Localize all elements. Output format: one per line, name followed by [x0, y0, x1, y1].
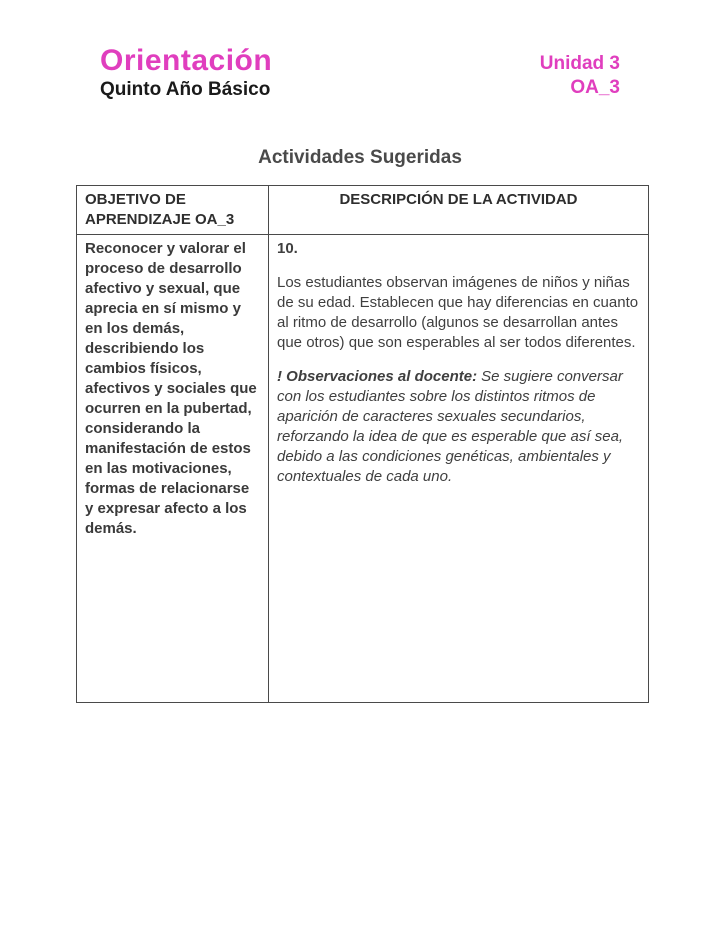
teacher-note-label: ! Observaciones al docente: [277, 368, 478, 385]
unit-label: Unidad 3 [539, 53, 620, 74]
activity-number: 10. [277, 240, 298, 257]
page-title: Actividades Sugeridas [258, 147, 462, 168]
subject-title: Orientación [100, 44, 273, 77]
document-header [100, 44, 620, 102]
description-cell [269, 235, 649, 703]
learning-objective-text: Reconocer y valorar el proceso de desarrollo afectivo y sexual, que aprecia en sí mismo y en los demás, describiendo los cambios físicos, afectivos y sociales que ocurren en la pubertad, considerando la manifestación de estos en las motivaciones, formas de relacionarse y expresar afecto a los demás. [85, 240, 257, 537]
activity-description: Los estudiantes observan imágenes de niños y niñas de su edad. Establecen que hay diferencias en cuanto al ritmo de desarrollo (algunos se desarrollan antes que otros) que son esperables al ser todos diferentes. [277, 274, 639, 351]
objective-column-header: OBJETIVO DE APRENDIZAJE OA_3 [77, 186, 269, 235]
teacher-note-text: Se sugiere conversar con los estudiantes sobre los distintos ritmos de aparición de caracteres sexuales secundarios, reforzando la idea de que es esperable que así sea, debido a las condiciones genéticas, ambientales y contextuales de cada uno. [277, 368, 624, 485]
objective-cell [77, 235, 269, 703]
table-body-row [77, 235, 649, 703]
header-right-block [540, 44, 620, 100]
activities-table [76, 185, 649, 703]
oa-code-label: OA_3 [570, 77, 620, 98]
header-left-block [100, 44, 272, 102]
description-column-header: DESCRIPCIÓN DE LA ACTIVIDAD [269, 186, 649, 235]
teacher-note [277, 367, 640, 487]
table-header-row [77, 186, 649, 235]
grade-subtitle: Quinto Año Básico [100, 79, 271, 100]
